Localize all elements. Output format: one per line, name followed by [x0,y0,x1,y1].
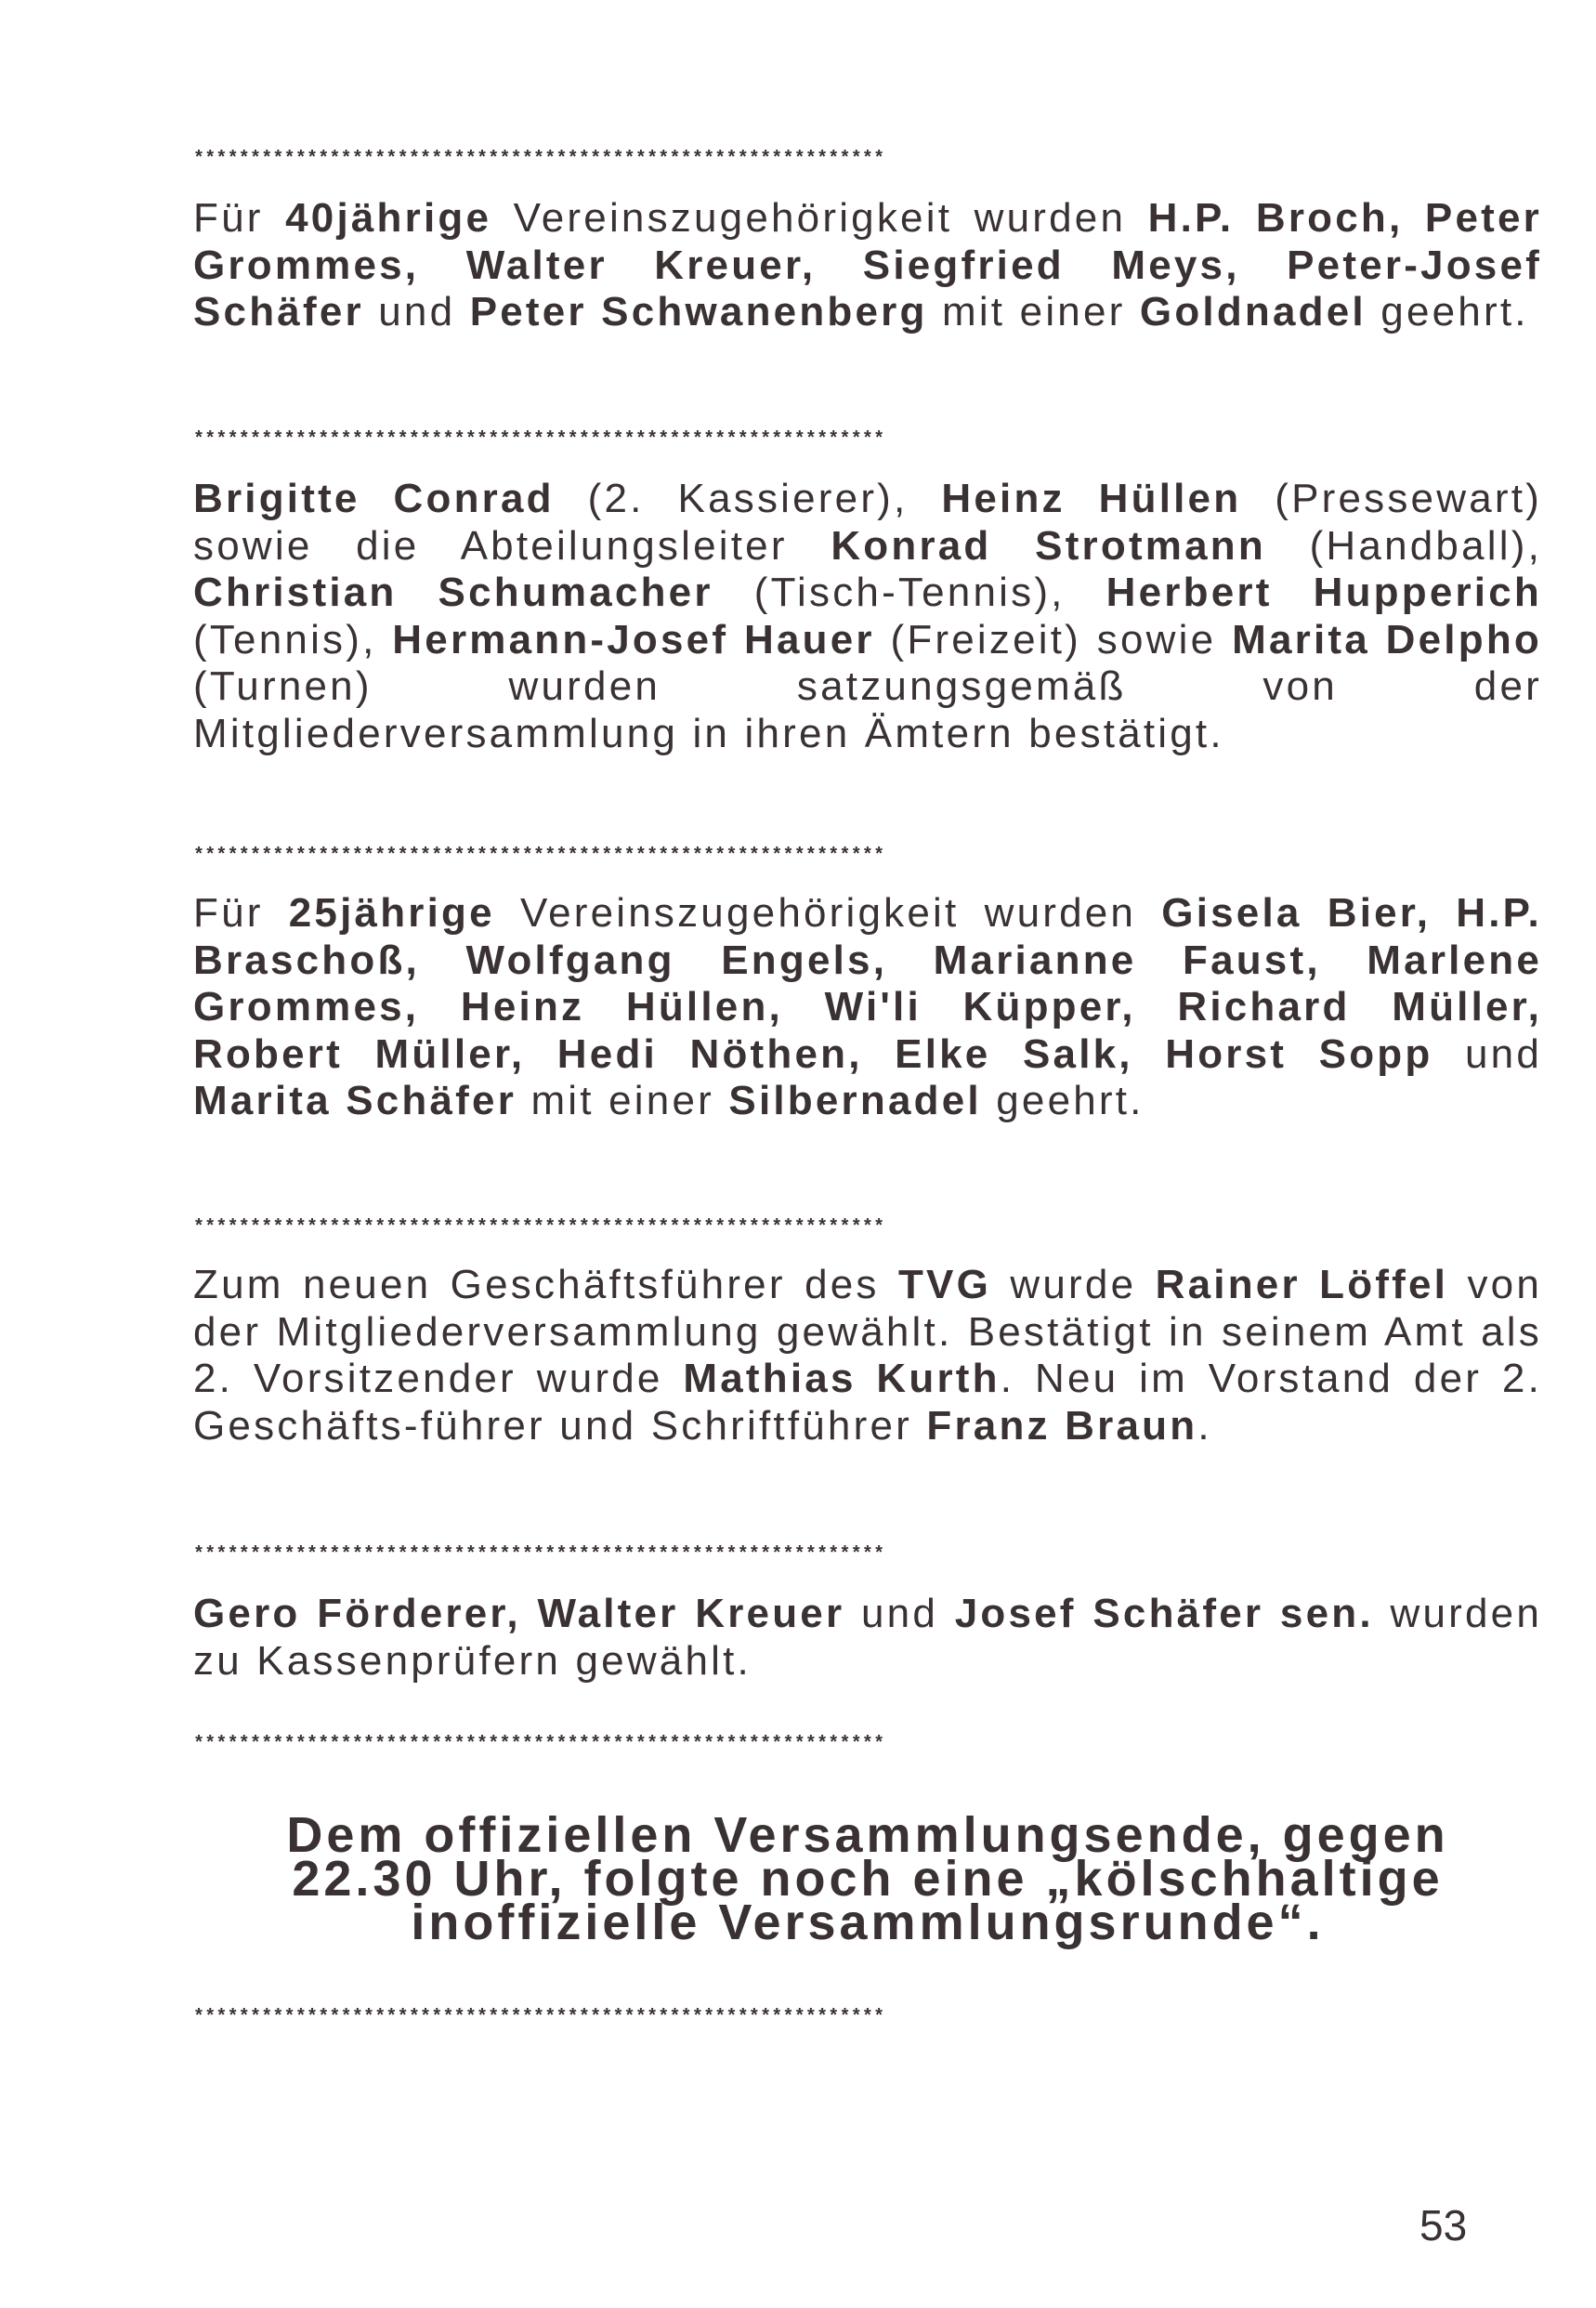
bold-text: Konrad Strotmann [831,522,1266,569]
bold-text: 40jährige [285,195,492,241]
bold-text: Goldnadel [1139,289,1367,334]
bold-text: Rainer Löffel [1155,1262,1449,1307]
bold-text: Christian Schumacher [193,570,713,615]
paragraph-silver-honors [193,890,1542,1178]
bold-text: Franz Braun [926,1402,1198,1449]
separator: ************************************************************* [193,1217,885,1239]
text-run: Für [193,195,286,241]
closing-line-1: Dem offiziellen Versammlungsende, gegen [286,1807,1449,1863]
bold-text: Brigitte Conrad [193,476,555,521]
text-run: . [1197,1402,1212,1449]
text-run: . Neu im Vorstand der 2. Geschäfts-führer und Schriftführer [193,1356,1543,1449]
bold-text: Marita Delpho [1232,616,1542,662]
text-run: mit einer [927,289,1140,334]
text-run: (Turnen) wurden satzungsgemäß von der Mitgliederversammlung in ihren Ämtern bestätigt. [193,663,1542,756]
text-run: geehrt. [981,1078,1145,1123]
text-run: Vereinszugehörigkeit wurden [491,195,1148,241]
separator: ************************************************************* [193,429,885,451]
separator: ************************************************************* [193,846,885,867]
separator: ************************************************************* [193,2007,885,2028]
separator: ************************************************************* [193,149,885,170]
bold-text: Gisela Bier, H.P. Braschoß, Wolfgang Engels, Marianne Faust, Marlene Grommes, Heinz Hüllen, Wi'li Küpper, Richard Müller, Robert Müller, Hedi Nöthen, Elke Salk, Horst Sopp [193,890,1542,1077]
closing-line-3: inoffizielle Versammlungsrunde“. [411,1895,1325,1950]
paragraph-officers [193,476,1542,810]
closing-line-2: 22.30 Uhr, folgte noch eine „kölschhaltige [292,1851,1444,1907]
paragraph-auditors [193,1591,1542,1693]
paragraph-managing-director [193,1262,1542,1503]
bold-text: H.P. Broch, Peter Grommes, Walter Kreuer, Siegfried Meys, Peter-Josef Schäfer [193,195,1542,334]
bold-text: Herbert Hupperich [1105,570,1542,615]
page-number: 53 [1419,2201,1468,2249]
separator: ************************************************************* [193,1734,885,1755]
text-run: (Tisch-Tennis), [713,570,1106,615]
bold-text: Peter Schwanenberg [469,289,928,334]
text-run: wurde [991,1262,1156,1307]
bold-text: Josef Schäfer sen. [954,1591,1374,1636]
bold-text: Silbernadel [728,1078,982,1123]
text-run: (2. Kassierer), [554,476,942,521]
bold-text: TVG [897,1262,992,1307]
bold-text: Marita Schäfer [193,1078,517,1123]
text-run: Zum neuen Geschäftsführer des [193,1262,898,1307]
bold-text: Heinz Hüllen [941,476,1242,521]
text-run: mit einer [517,1078,729,1123]
bold-text: Gero Förderer, Walter Kreuer [193,1591,845,1636]
text-run: von der Mitgliederversammlung gewählt. Bestätigt in seinem Amt als 2. Vorsitzender wurde [193,1262,1542,1401]
text-run: Vereinszugehörigkeit wurden [494,890,1162,936]
text-run: (Tennis), [193,616,393,662]
separator: ************************************************************* [193,1544,885,1566]
closing-statement [193,1807,1542,1950]
paragraph-gold-honors [193,195,1542,390]
text-run: Für [193,890,289,936]
text-run: (Handball), [1265,522,1542,569]
text-run: und [363,289,470,334]
text-run: und [1432,1030,1543,1077]
text-run: wurden zu Kassenprüfern gewählt. [193,1591,1542,1684]
text-run: geehrt. [1366,289,1529,334]
bold-text: 25jährige [288,890,495,936]
text-run: (Freizeit) sowie [874,616,1233,662]
text-run: (Pressewart) sowie die Abteilungsleiter [193,476,1542,569]
bold-text: Hermann-Josef Hauer [392,616,875,662]
text-run: und [844,1591,955,1636]
bold-text: Mathias Kurth [683,1356,1001,1401]
